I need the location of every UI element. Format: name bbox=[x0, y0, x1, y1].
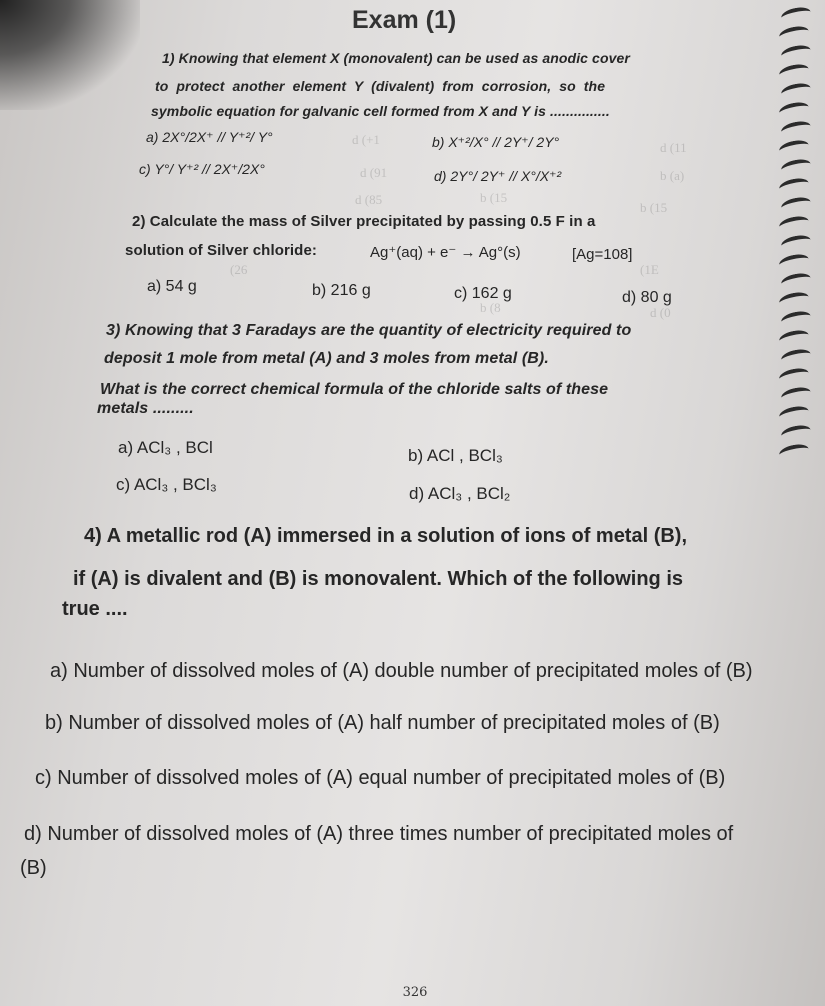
q1-option-b-text: X⁺²/X° // 2Y⁺/ 2Y° bbox=[448, 134, 560, 150]
q1-line-3: symbolic equation for galvanic cell formed from X and Y is ............... bbox=[151, 103, 610, 119]
spiral-coil bbox=[778, 138, 810, 158]
q4-line-2: if (A) is divalent and (B) is monovalent. Which of the following is bbox=[73, 568, 684, 590]
spiral-coil bbox=[780, 309, 812, 329]
spiral-coil bbox=[780, 195, 812, 215]
q1-option-d-label: d) bbox=[434, 168, 447, 184]
spiral-coil bbox=[780, 347, 812, 367]
q2-line-1: 2) Calculate the mass of Silver precipitated by passing 0.5 F in a bbox=[132, 213, 596, 230]
q2-line-2: solution of Silver chloride: bbox=[125, 242, 317, 259]
q4-option-d-line-1: d) Number of dissolved moles of (A) three times number of precipitated moles of bbox=[24, 823, 734, 845]
spiral-coil bbox=[780, 119, 812, 139]
spiral-coil bbox=[778, 252, 810, 272]
spiral-coil bbox=[778, 290, 810, 310]
show-through-text: (1E bbox=[640, 262, 659, 277]
q4-option-b: b) Number of dissolved moles of (A) half number of precipitated moles of (B) bbox=[45, 712, 720, 734]
spiral-coil bbox=[780, 43, 812, 63]
spiral-coil bbox=[780, 5, 812, 25]
show-through-text: d (85 bbox=[355, 192, 383, 207]
photo-shadow bbox=[0, 0, 140, 110]
q2-option-d: d) 80 g bbox=[622, 289, 672, 306]
q3-option-c: c) ACl₃ , BCl₃ bbox=[116, 475, 217, 494]
q4-option-c: c) Number of dissolved moles of (A) equal number of precipitated moles of (B) bbox=[35, 767, 726, 789]
q1-option-b-label: b) bbox=[432, 134, 445, 150]
q1-option-b bbox=[432, 134, 559, 151]
q1-line-1: 1) Knowing that element X (monovalent) can be used as anodic cover bbox=[162, 50, 630, 66]
spiral-coil bbox=[778, 176, 810, 196]
q1-option-c-text: Y°/ Y⁺² // 2X⁺/2X° bbox=[154, 161, 265, 177]
spiral-coil bbox=[780, 157, 812, 177]
q2-option-c: c) 162 g bbox=[454, 285, 512, 302]
q1-option-d bbox=[434, 168, 561, 185]
q3-option-b: b) ACl , BCl₃ bbox=[408, 446, 503, 465]
spiral-coil bbox=[780, 271, 812, 291]
q2-option-a: a) 54 g bbox=[147, 278, 197, 295]
q3-option-a: a) ACl₃ , BCl bbox=[118, 438, 213, 457]
show-through-text: b (8 bbox=[480, 300, 501, 315]
spiral-coil bbox=[780, 385, 812, 405]
show-through-text: b (15 bbox=[480, 190, 508, 205]
q1-option-a-text: 2X°/2X⁺ // Y⁺²/ Y° bbox=[162, 129, 273, 145]
page-number: 326 bbox=[402, 985, 428, 1000]
q3-line-4: metals ......... bbox=[97, 400, 194, 417]
spiral-coil bbox=[778, 62, 810, 82]
exam-title: Exam (1) bbox=[352, 6, 457, 34]
spiral-coil bbox=[780, 81, 812, 101]
spiral-binding bbox=[750, 0, 825, 470]
q4-option-d-line-2: (B) bbox=[20, 857, 47, 879]
q3-line-2: deposit 1 mole from metal (A) and 3 moles from metal (B). bbox=[104, 350, 549, 367]
spiral-coil bbox=[780, 233, 812, 253]
q2-given: [Ag=108] bbox=[572, 246, 633, 263]
q1-option-c-label: c) bbox=[139, 161, 151, 177]
spiral-coil bbox=[778, 24, 810, 44]
show-through-text: b (15 bbox=[640, 200, 668, 215]
spiral-coil bbox=[778, 366, 810, 386]
spiral-coil bbox=[778, 100, 810, 120]
show-through-text: (26 bbox=[230, 262, 248, 277]
show-through-text: d (+1 bbox=[352, 132, 380, 147]
q2-option-b: b) 216 g bbox=[312, 282, 371, 299]
show-through-text: b (a) bbox=[660, 168, 685, 183]
q4-line-3: true .... bbox=[62, 598, 128, 620]
q1-option-d-text: 2Y°/ 2Y⁺ // X°/X⁺² bbox=[450, 168, 562, 184]
q4-option-a: a) Number of dissolved moles of (A) double number of precipitated moles of (B) bbox=[50, 660, 753, 682]
q1-option-a-label: a) bbox=[146, 129, 159, 145]
q3-option-d: d) ACl₃ , BCl₂ bbox=[409, 484, 511, 503]
spiral-coil bbox=[778, 214, 810, 234]
q1-line-2: to protect another element Y (divalent) from corrosion, so the bbox=[155, 78, 606, 94]
show-through-text: d (0 bbox=[650, 305, 671, 320]
q3-line-3: What is the correct chemical formula of the chloride salts of these bbox=[100, 381, 609, 398]
spiral-coil bbox=[780, 423, 812, 443]
spiral-coil bbox=[778, 328, 810, 348]
spiral-coil bbox=[778, 404, 810, 424]
q3-line-1: 3) Knowing that 3 Faradays are the quantity of electricity required to bbox=[106, 322, 632, 339]
q2-equation: Ag⁺(aq) + e⁻ → Ag°(s) bbox=[370, 244, 521, 261]
q4-line-1: 4) A metallic rod (A) immersed in a solution of ions of metal (B), bbox=[84, 525, 688, 547]
q1-option-a bbox=[146, 129, 273, 146]
q1-option-c bbox=[139, 161, 265, 178]
show-through-text: d (11 bbox=[660, 140, 687, 155]
show-through-text: d (91 bbox=[360, 165, 388, 180]
spiral-coil bbox=[778, 442, 810, 462]
